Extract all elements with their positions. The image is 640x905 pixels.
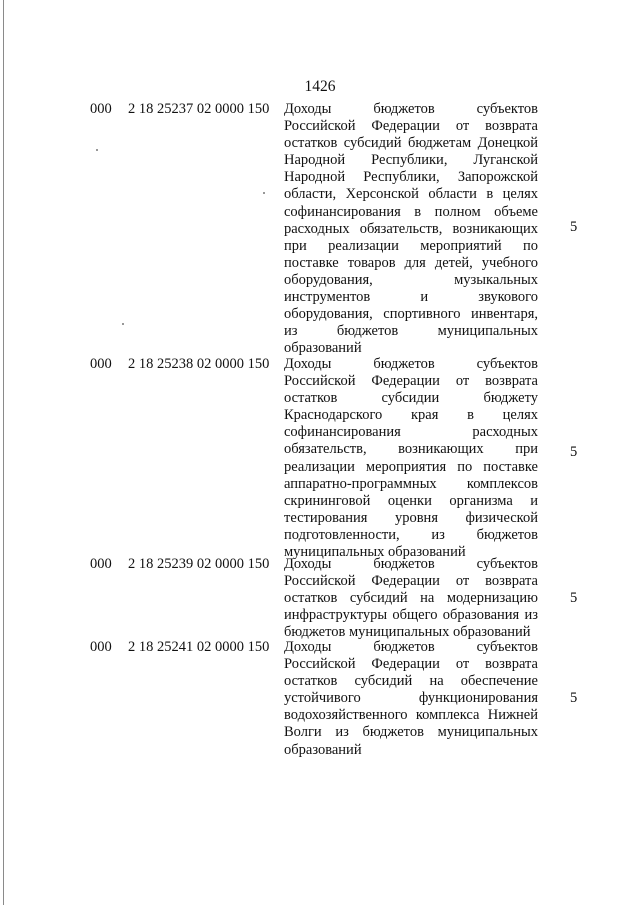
- description-line: остатков субсидии бюджету: [284, 390, 538, 407]
- kbk-code: 2 18 25238 02 0000 150: [128, 356, 270, 372]
- description-line: Народной Республики, Луганской: [284, 152, 538, 169]
- description-line: инфраструктуры общего образования из: [284, 607, 538, 624]
- scan-speck: [122, 323, 124, 325]
- description-line: Доходы бюджетов субъектов: [284, 639, 538, 655]
- description-line: Российской Федерации от возврата: [284, 573, 538, 590]
- amount-value: 5: [570, 219, 578, 235]
- description-line: обязательств, возникающих при: [284, 441, 538, 458]
- description-line: из бюджетов муниципальных: [284, 323, 538, 340]
- description-line: остатков субсидий на модернизацию: [284, 590, 538, 607]
- description-line: софинансирования расходных: [284, 424, 538, 441]
- description-line: Российской Федерации от возврата: [284, 373, 538, 390]
- description-line: Российской Федерации от возврата: [284, 118, 538, 135]
- description-line: реализации мероприятия по поставке: [284, 458, 538, 475]
- description-line: Народной Республики, Запорожской: [284, 169, 538, 186]
- amount-value: 5: [570, 690, 578, 706]
- table-row: [0, 356, 640, 561]
- amount-value: 5: [570, 590, 578, 606]
- description-line: бюджетов муниципальных образований: [284, 624, 531, 641]
- scan-speck: [96, 149, 98, 151]
- admin-code: 000: [90, 556, 112, 572]
- kbk-code: 2 18 25239 02 0000 150: [128, 556, 270, 572]
- description-line: скрининговой оценки организма и: [284, 492, 538, 509]
- admin-code: 000: [90, 356, 112, 372]
- description-line: образований: [284, 340, 362, 357]
- description-line: области, Херсонской области в целях: [284, 186, 538, 203]
- table-row: [0, 101, 640, 356]
- amount-value: 5: [570, 444, 578, 460]
- income-description: [284, 556, 538, 641]
- scan-speck: [263, 192, 265, 194]
- description-line: водохозяйственного комплекса Нижней: [284, 707, 538, 724]
- income-description: [284, 101, 538, 357]
- description-line: остатков субсидий бюджетам Донецкой: [284, 135, 538, 152]
- page-number: 1426: [304, 78, 336, 95]
- table-row: [0, 639, 640, 764]
- description-line: тестирования уровня физической: [284, 509, 538, 526]
- admin-code: 000: [90, 101, 112, 117]
- income-description: [284, 639, 538, 759]
- description-line: оборудования, спортивного инвентаря,: [284, 306, 538, 323]
- description-line: при реализации мероприятий по: [284, 237, 538, 254]
- description-line: расходных обязательств, возникающих: [284, 220, 538, 237]
- description-line: Доходы бюджетов субъектов: [284, 556, 538, 572]
- description-line: Доходы бюджетов субъектов: [284, 101, 538, 117]
- description-line: образований: [284, 741, 362, 758]
- description-line: Волги из бюджетов муниципальных: [284, 724, 538, 741]
- income-description: [284, 356, 538, 561]
- description-line: поставке товаров для детей, учебного: [284, 254, 538, 271]
- description-line: устойчивого функционирования: [284, 690, 538, 707]
- table-row: [0, 556, 640, 642]
- kbk-code: 2 18 25237 02 0000 150: [128, 101, 270, 117]
- kbk-code: 2 18 25241 02 0000 150: [128, 639, 270, 655]
- description-line: Российской Федерации от возврата: [284, 656, 538, 673]
- description-line: оборудования, музыкальных: [284, 271, 538, 288]
- description-line: Доходы бюджетов субъектов: [284, 356, 538, 372]
- description-line: софинансирования в полном объеме: [284, 203, 538, 220]
- description-line: Краснодарского края в целях: [284, 407, 538, 424]
- admin-code: 000: [90, 639, 112, 655]
- description-line: подготовленности, из бюджетов: [284, 526, 538, 543]
- description-line: аппаратно-программных комплексов: [284, 475, 538, 492]
- description-line: инструментов и звукового: [284, 289, 538, 306]
- description-line: остатков субсидий на обеспечение: [284, 673, 538, 690]
- description-line: муниципальных образований: [284, 544, 466, 561]
